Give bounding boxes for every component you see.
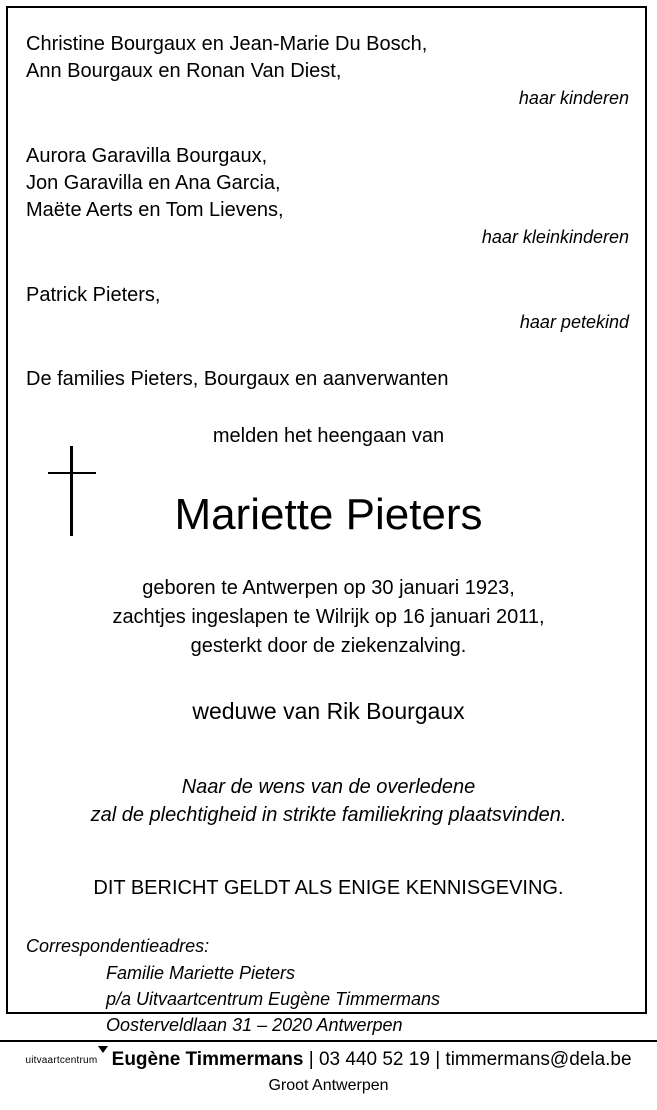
notice-line: DIT BERICHT GELDT ALS ENIGE KENNISGEVING. [93, 877, 564, 899]
wish-line: Naar de wens van de overledene [181, 776, 476, 798]
footer-phone: 03 440 52 19 [318, 1049, 430, 1070]
families-line: De families Pieters, Bourgaux en aanverwanten [26, 368, 449, 390]
announce-line: melden het heengaan van [212, 425, 445, 447]
kleinkinderen-line: Maëte Aerts en Tom Lievens, [26, 199, 284, 221]
footer-contact [0, 1048, 657, 1073]
brand-prefix: uitvaartcentrum [25, 1055, 98, 1066]
spouse-line: weduwe van Rik Bourgaux [192, 698, 465, 724]
petekind-role: haar petekind [519, 312, 629, 332]
kleinkinderen-line: Aurora Garavilla Bourgaux, [26, 145, 268, 167]
deceased-name: Mariette Pieters [174, 490, 483, 539]
petekind-line: Patrick Pieters, [26, 284, 161, 306]
separator: | [308, 1049, 314, 1070]
correspondence-line: Oosterveldlaan 31 – 2020 Antwerpen [106, 1015, 403, 1035]
kinderen-line: Ann Bourgaux en Ronan Van Diest, [26, 60, 342, 82]
kinderen-line: Christine Bourgaux en Jean-Marie Du Bosch, [26, 33, 428, 55]
detail-line: zachtjes ingeslapen te Wilrijk op 16 januari 2011, [112, 606, 545, 628]
correspondence-line: Familie Mariette Pieters [106, 963, 296, 983]
footer-email[interactable]: timmermans@dela.be [445, 1049, 632, 1070]
separator: | [435, 1049, 441, 1070]
footer-rule [0, 1040, 657, 1042]
kleinkinderen-line: Jon Garavilla en Ana Garcia, [26, 172, 281, 194]
footer-region: Groot Antwerpen [268, 1077, 389, 1094]
wish-line: zal de plechtigheid in strikte familiekring plaatsvinden. [90, 804, 567, 826]
kleinkinderen-role: haar kleinkinderen [481, 227, 629, 247]
detail-line: gesterkt door de ziekenzalving. [190, 635, 467, 657]
detail-line: geboren te Antwerpen op 30 januari 1923, [142, 577, 515, 599]
kinderen-role: haar kinderen [518, 88, 629, 108]
brand-name: Eugène Timmermans [111, 1049, 304, 1070]
correspondence-line: p/a Uitvaartcentrum Eugène Timmermans [106, 989, 440, 1009]
triangle-logo-icon [98, 1046, 108, 1053]
correspondence-label: Correspondentieadres: [26, 936, 210, 956]
